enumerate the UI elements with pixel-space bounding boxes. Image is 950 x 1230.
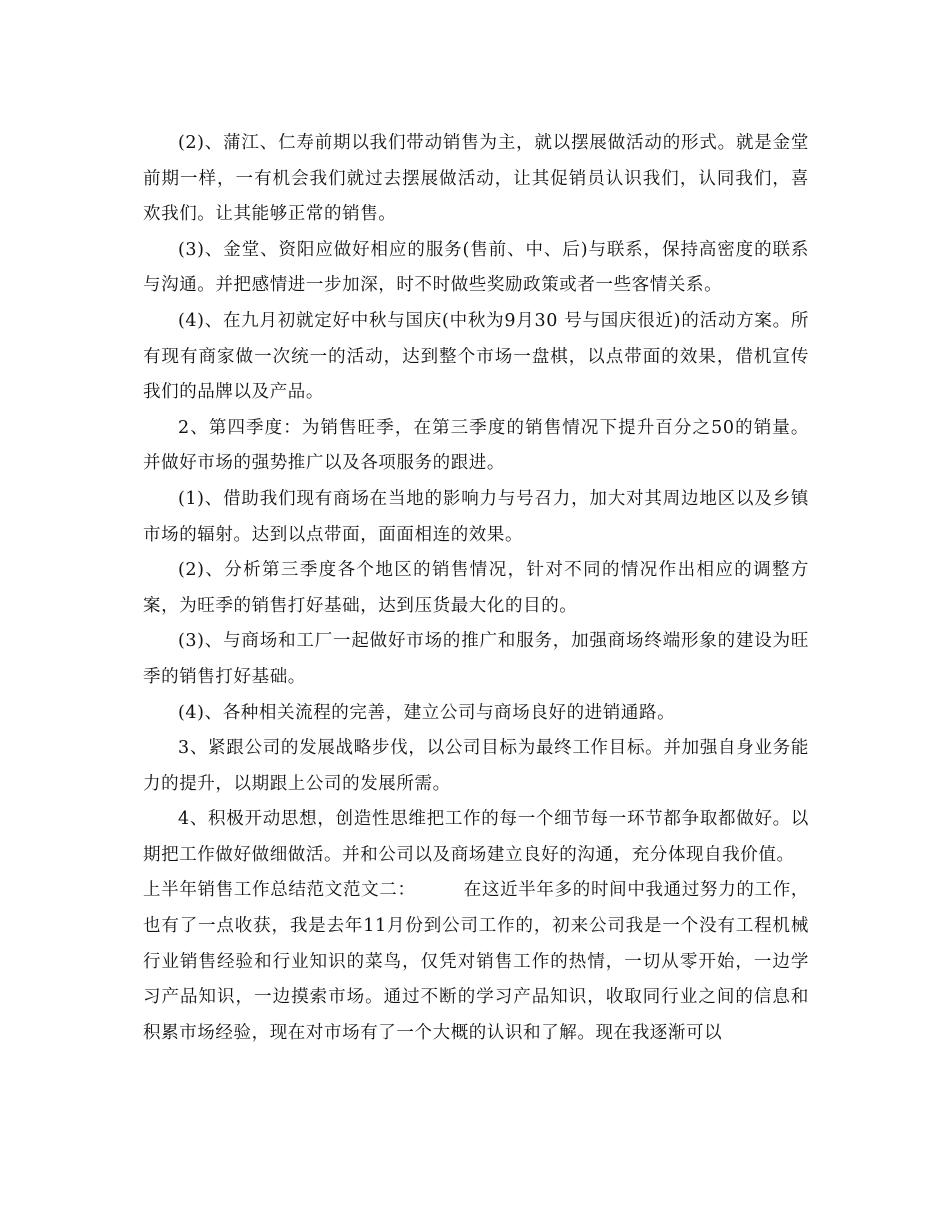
section-body: 在这近半年多的时间中我通过努力的工作，也有了一点收获，我是去年11月份到公司工作的，初来公司我是一个没有工程机械行业销售经验和行业知识的菜鸟，仅凭对销售工作的热情，一切从零开始，一边学习产品知识，一边摸索市场。通过不断的学习产品知识，收取同行业之间的信息和积累市场经验，现在对市场有了一个大概的认识和了解。现在我逐渐可以 <box>143 880 810 1043</box>
paragraph-9: 3、紧跟公司的发展战略步伐，以公司目标为最终工作目标。并加强自身业务能力的提升，以期跟上公司的发展所需。 <box>143 738 809 794</box>
paragraph-5: (1)、借助我们现有商场在当地的影响力与号召力，加大对其周边地区以及乡镇市场的辐射。达到以点带面，面面相连的效果。 <box>143 488 809 545</box>
section-heading: 上半年销售工作总结范文范文二： <box>143 880 416 901</box>
section-paragraph <box>143 873 809 1051</box>
paragraph-1: (2)、蒲江、仁寿前期以我们带动销售为主，就以摆展做活动的形式。就是金堂前期一样，一有机会我们就过去摆展做活动，让其促销员认识我们，认同我们，喜欢我们。让其能够正常的销售。 <box>143 133 809 225</box>
paragraph-2: (3)、金堂、资阳应做好相应的服务(售前、中、后)与联系，保持高密度的联系与沟通。并把感情进一步加深，时不时做些奖励政策或者一些客情关系。 <box>143 239 809 296</box>
paragraph-6: (2)、分析第三季度各个地区的销售情况，针对不同的情况作出相应的调整方案，为旺季的销售打好基础，达到压货最大化的目的。 <box>143 560 809 616</box>
paragraph-4: 2、第四季度：为销售旺季，在第三季度的销售情况下提升百分之50的销量。并做好市场的强势推广以及各项服务的跟进。 <box>143 417 809 474</box>
document-body <box>143 126 809 1051</box>
paragraph-10: 4、积极开动思想，创造性思维把工作的每一个细节每一环节都争取都做好。以期把工作做好做细做活。并和公司以及商场建立良好的沟通，充分体现自我价值。 <box>143 809 809 865</box>
paragraph-3: (4)、在九月初就定好中秋与国庆(中秋为9月30 号与国庆很近)的活动方案。所有现有商家做一次统一的活动，达到整个市场一盘棋，以点带面的效果，借机宣传我们的品牌以及产品。 <box>143 310 809 403</box>
paragraph-7: (3)、与商场和工厂一起做好市场的推广和服务，加强商场终端形象的建设为旺季的销售打好基础。 <box>143 631 809 687</box>
paragraph-8: (4)、各种相关流程的完善，建立公司与商场良好的进销通路。 <box>178 702 676 723</box>
